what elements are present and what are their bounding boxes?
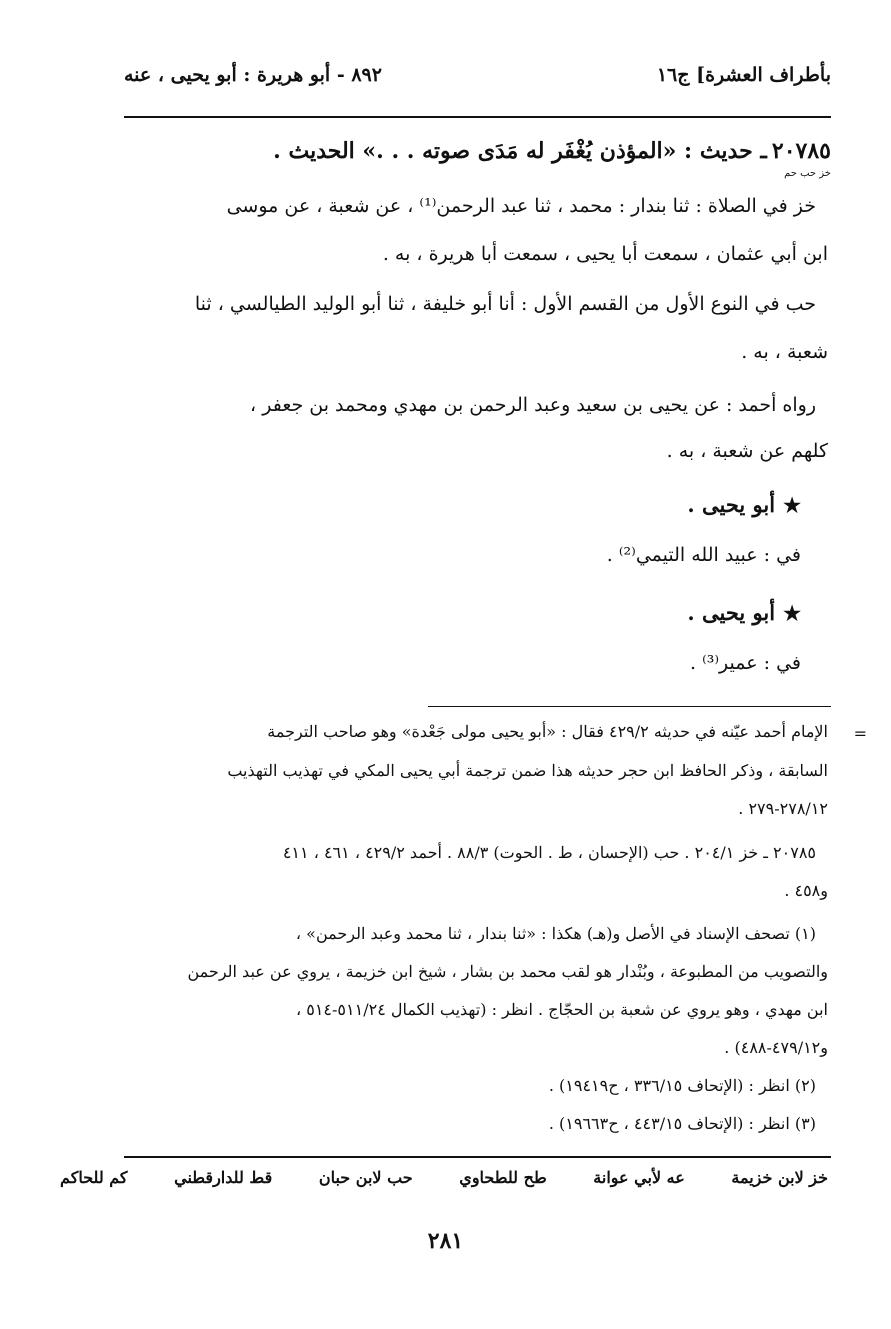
entry-heading: ٢٠٧٨٥ ـ حديث : «المؤذن يُغْفَر له مَدَى صوته . . .» الحديث . [273, 138, 831, 164]
abbreviation: طح للطحاوي [459, 1168, 547, 1187]
entry-hadith: حديث : «المؤذن يُغْفَر له مَدَى صوته . . .» الحديث . [273, 138, 753, 164]
abbreviation: عه لأبي عوانة [593, 1168, 685, 1187]
abbreviation: كم للحاكم [60, 1168, 128, 1187]
footnote-line: (٣) انظر : (الإتحاف ٤٤٣/١٥ ، ح١٩٦٦٣) . [548, 1114, 816, 1133]
body-line: ابن أبي عثمان ، سمعت أبا يحيى ، سمعت أبا هريرة ، به . [382, 243, 828, 265]
body-line: كلهم عن شعبة ، به . [666, 440, 828, 462]
footnote-line: والتصويب من المطبوعة ، وبُنْدار هو لقب محمد بن بشار ، شيخ ابن خزيمة ، يروي عن عبد الرحمن [187, 962, 828, 981]
footnote-line: و٤٧٩/١٢-٤٨٨) . [724, 1038, 828, 1057]
footnote-rule [428, 706, 831, 707]
abbreviation: خز لابن خزيمة [731, 1168, 828, 1187]
cross-ref-name: ★أبو يحيى . [687, 492, 801, 517]
cross-ref-name: ★أبو يحيى . [687, 600, 801, 625]
footnote-line: الإمام أحمد عيّنه في حديثه ٤٢٩/٢ فقال : «أبو يحيى مولى جَعْدة» وهو صاحب الترجمة [267, 722, 828, 741]
abbreviation: حب لابن حبان [318, 1168, 413, 1187]
footnote-line: (٢) انظر : (الإتحاف ٣٣٦/١٥ ، ح١٩٤١٩) . [548, 1076, 816, 1095]
entry-number: ٢٠٧٨٥ [771, 138, 831, 164]
footnote-line: ٢٧٨/١٢-٢٧٩ . [738, 799, 828, 818]
footnote-line: ابن مهدي ، وهو يروي عن شعبة بن الحجّاج . انظر : (تهذيب الكمال ٥١١/٢٤-٥١٤ ، [295, 1000, 828, 1019]
body-line: رواه أحمد : عن يحيى بن سعيد وعبد الرحمن بن مهدي ومحمد بن جعفر ، [250, 394, 816, 416]
abbreviations-legend [60, 1168, 828, 1187]
abbreviations-rule [124, 1156, 831, 1158]
footnote-line: ٢٠٧٨٥ ـ خز ٢٠٤/١ . حب (الإحسان ، ط . الحوت) ٨٨/٣ . أحمد ٤٢٩/٢ ، ٤٦١ ، ٤١١ [282, 843, 816, 862]
star-icon: ★ [783, 601, 801, 625]
page-number: ٢٨١ [427, 1228, 464, 1254]
body-line: شعبة ، به . [741, 341, 828, 363]
body-line: خز في الصلاة : ثنا بندار : محمد ، ثنا عبد الرحمن⁽¹⁾ ، عن شعبة ، عن موسى [226, 195, 816, 217]
running-subtitle: ٨٩٢ - أبو هريرة : أبو يحيى ، عنه [124, 64, 382, 86]
star-icon: ★ [783, 493, 801, 517]
header-rule [124, 116, 831, 118]
body-line: حب في النوع الأول من القسم الأول : أنا أبو خليفة ، ثنا أبو الوليد الطيالسي ، ثنا [194, 293, 816, 315]
footnote-line: السابقة ، وذكر الحافظ ابن حجر حديثه هذا ضمن ترجمة أبي يحيى المكي في تهذيب التهذيب [227, 761, 828, 780]
footnote-line: (١) تصحف الإسناد في الأصل و(هـ) هكذا : «ثنا بندار ، ثنا محمد وعبد الرحمن» ، [295, 924, 816, 943]
cross-ref-in: في : عبيد الله التيمي⁽²⁾ . [606, 544, 801, 566]
running-title: بأطراف العشرة] ج١٦ [656, 64, 831, 86]
entry-sigla: خز حب حم [784, 168, 831, 179]
cross-ref-in: في : عمير⁽³⁾ . [690, 652, 801, 674]
continuation-mark: = [853, 724, 867, 743]
abbreviation: قط للدارقطني [174, 1168, 273, 1187]
footnote-line: و٤٥٨ . [784, 881, 828, 900]
